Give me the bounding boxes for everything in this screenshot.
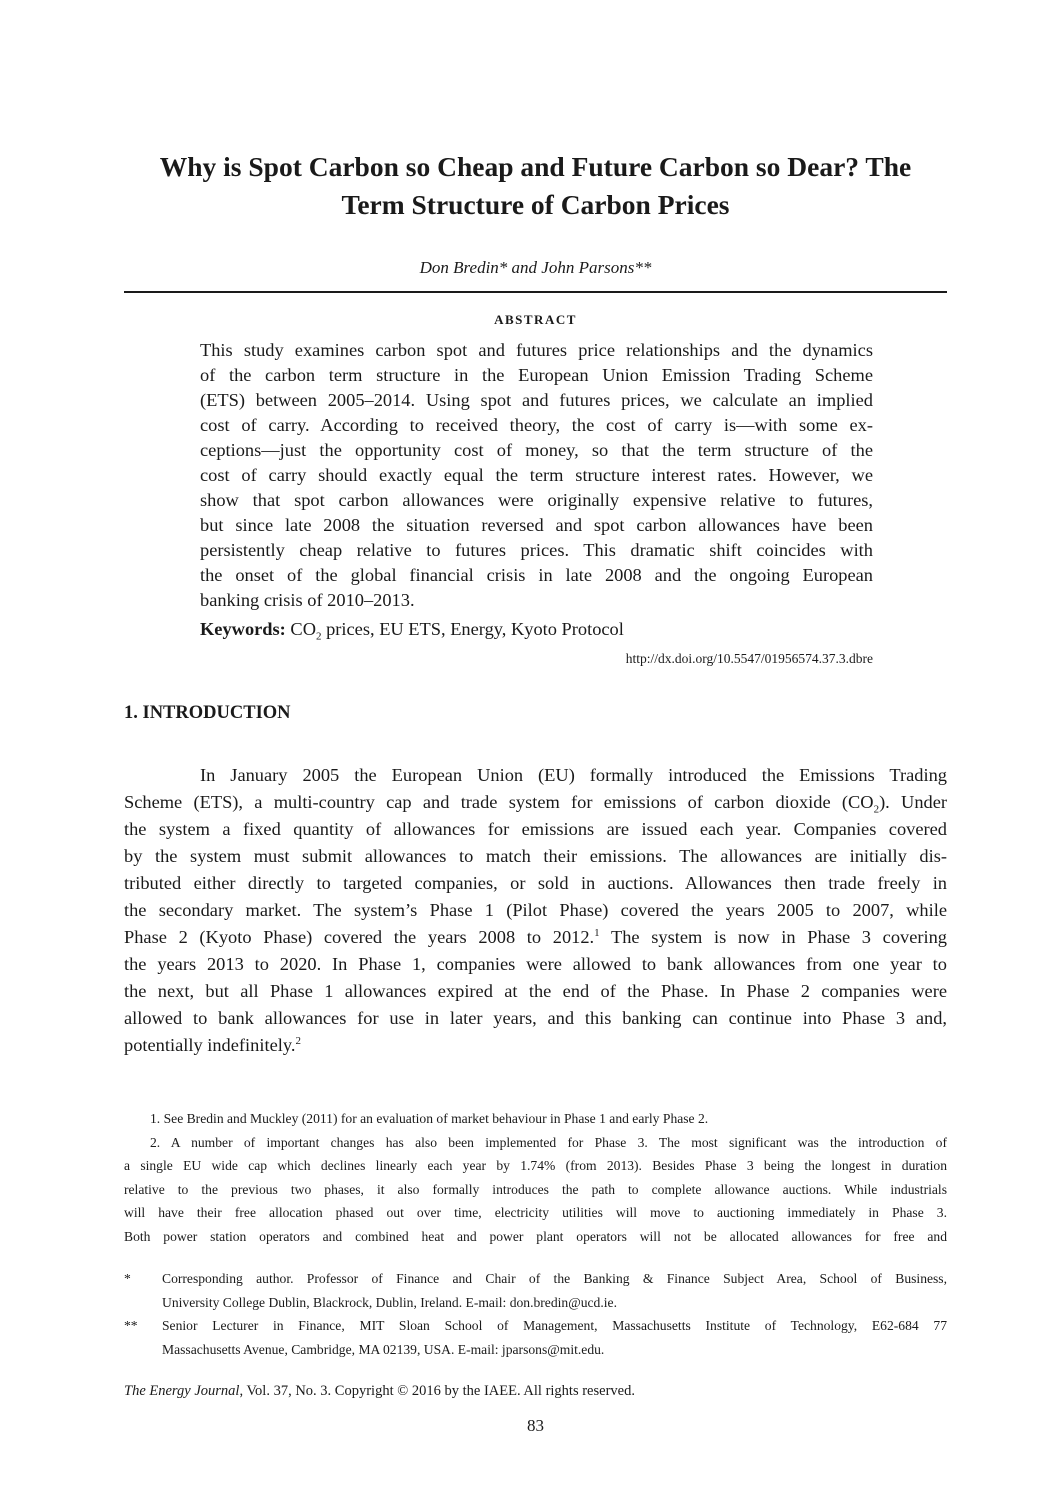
intro-line-tail: ). Under [879, 792, 948, 812]
intro-line-text: Scheme (ETS), a multi-country cap and trade system for emissions of carbon dioxide (CO [124, 792, 874, 812]
page-number: 83 [527, 1416, 544, 1435]
affiliation-line: University College Dublin, Blackrock, Dublin, Ireland. E-mail: don.bredin@ucd.ie. [162, 1294, 617, 1310]
abstract-line: cost of carry should exactly equal the term structure interest rates. However, we [200, 465, 873, 485]
doi-link[interactable]: http://dx.doi.org/10.5547/01956574.37.3.dbre [625, 651, 873, 666]
intro-line: by the system must submit allowances to match their emissions. The allowances are initially dis- [124, 846, 947, 866]
title-line-2: Term Structure of Carbon Prices [341, 189, 730, 220]
keywords [200, 619, 624, 643]
intro-line-text: Phase 2 (Kyoto Phase) covered the years 2008 to 2012. [124, 927, 595, 947]
intro-line [124, 924, 947, 951]
affiliation-line: Massachusetts Avenue, Cambridge, MA 02139, USA. E-mail: jparsons@mit.edu. [162, 1341, 605, 1357]
footnote-2: 2. A number of important changes has also been implemented for Phase 3. The most significant was the introduction of [150, 1134, 947, 1150]
intro-line: allowed to bank allowances for use in later years, and this banking can continue into Phase 3 and, [124, 1008, 947, 1028]
footnote-1: 1. See Bredin and Muckley (2011) for an evaluation of market behaviour in Phase 1 and early Phase 2. [150, 1111, 709, 1126]
section-heading: 1. INTRODUCTION [124, 703, 291, 723]
intro-line: In January 2005 the European Union (EU) formally introduced the Emissions Trading [200, 765, 947, 785]
introduction-body [124, 762, 947, 1059]
affiliation-2 [124, 1314, 947, 1361]
intro-line: the system a fixed quantity of allowances for emissions are issued each year. Companies covered [124, 819, 947, 839]
intro-line: tributed either directly to targeted companies, or sold in auctions. Allowances then trade freely in [124, 873, 947, 893]
affiliation-1 [124, 1267, 947, 1314]
abstract-line: the onset of the global financial crisis in late 2008 and the ongoing European [200, 565, 873, 585]
abstract-line: This study examines carbon spot and futures price relationships and the dynamics [200, 340, 873, 360]
footnote-ref-1[interactable]: 1 [594, 926, 600, 939]
journal-citation [124, 1383, 635, 1400]
journal-name: The Energy Journal [124, 1383, 240, 1399]
abstract-line: of the carbon term structure in the European Union Emission Trading Scheme [200, 365, 873, 385]
intro-line: the years 2013 to 2020. In Phase 1, companies were allowed to bank allowances from one year to [124, 954, 947, 974]
co2-subscript: 2 [873, 803, 880, 816]
title-line-1: Why is Spot Carbon so Cheap and Future Carbon so Dear? The [159, 151, 912, 182]
intro-line-text: potentially indefinitely. [124, 1035, 296, 1055]
footnote-2-continued: a single EU wide cap which declines linearly each year by 1.74% (from 2013). Besides Phase 3 being the longest in duration [124, 1158, 947, 1173]
keywords-label: Keywords: [200, 619, 286, 639]
journal-details: , Vol. 37, No. 3. Copyright © 2016 by the IAEE. All rights reserved. [239, 1383, 635, 1399]
intro-line-tail: The system is now in Phase 3 covering [599, 927, 948, 947]
title-divider [124, 291, 947, 293]
abstract-line: cost of carry. According to received theory, the cost of carry is—with some ex- [200, 415, 873, 435]
affiliation-line: Corresponding author. Professor of Finance and Chair of the Banking & Finance Subject Area, School of Business, [162, 1271, 947, 1286]
abstract-line: ceptions—just the opportunity cost of money, so that the term structure of the [200, 440, 873, 460]
keywords-co-subscript: 2 [315, 630, 322, 643]
keywords-co: CO [290, 619, 316, 639]
abstract-body [200, 338, 873, 613]
abstract-heading: ABSTRACT [494, 312, 577, 327]
footnotes [124, 1107, 947, 1248]
keywords-list: prices, EU ETS, Energy, Kyoto Protocol [321, 619, 624, 639]
footnote-2-continued: will have their free allocation phased out over time, electricity utilities will move to auctioning immediately in Phase 3. [124, 1205, 947, 1220]
affiliation-mark: * [124, 1271, 131, 1286]
abstract-line: but since late 2008 the situation reversed and spot carbon allowances have been [200, 515, 873, 535]
author-affiliations [124, 1267, 947, 1361]
affiliation-text [162, 1314, 947, 1361]
intro-line [124, 789, 947, 816]
intro-line [124, 1032, 947, 1059]
affiliation-mark: ** [124, 1318, 138, 1333]
affiliation-text [162, 1267, 947, 1314]
abstract-line: banking crisis of 2010–2013. [200, 590, 415, 610]
intro-line: the secondary market. The system’s Phase 1 (Pilot Phase) covered the years 2005 to 2007, while [124, 900, 947, 920]
abstract-line: show that spot carbon allowances were originally expensive relative to futures, [200, 490, 873, 510]
abstract-line: persistently cheap relative to futures prices. This dramatic shift coincides with [200, 540, 873, 560]
abstract-line: (ETS) between 2005–2014. Using spot and futures prices, we calculate an implied [200, 390, 873, 410]
footnote-2-continued: relative to the previous two phases, it also formally introduces the path to complete allowance auctions. While industrials [124, 1181, 947, 1197]
footnote-ref-2[interactable]: 2 [295, 1034, 301, 1047]
paper-title [110, 148, 961, 224]
footnote-2-continued: Both power station operators and combined heat and power plant operators will not be allocated allowances for free and [124, 1228, 947, 1244]
intro-line: the next, but all Phase 1 allowances expired at the end of the Phase. In Phase 2 companies were [124, 981, 947, 1001]
affiliation-line: Senior Lecturer in Finance, MIT Sloan School of Management, Massachusetts Institute of Technology, E62-684 77 [162, 1318, 947, 1333]
author-list: Don Bredin* and John Parsons** [419, 258, 652, 277]
